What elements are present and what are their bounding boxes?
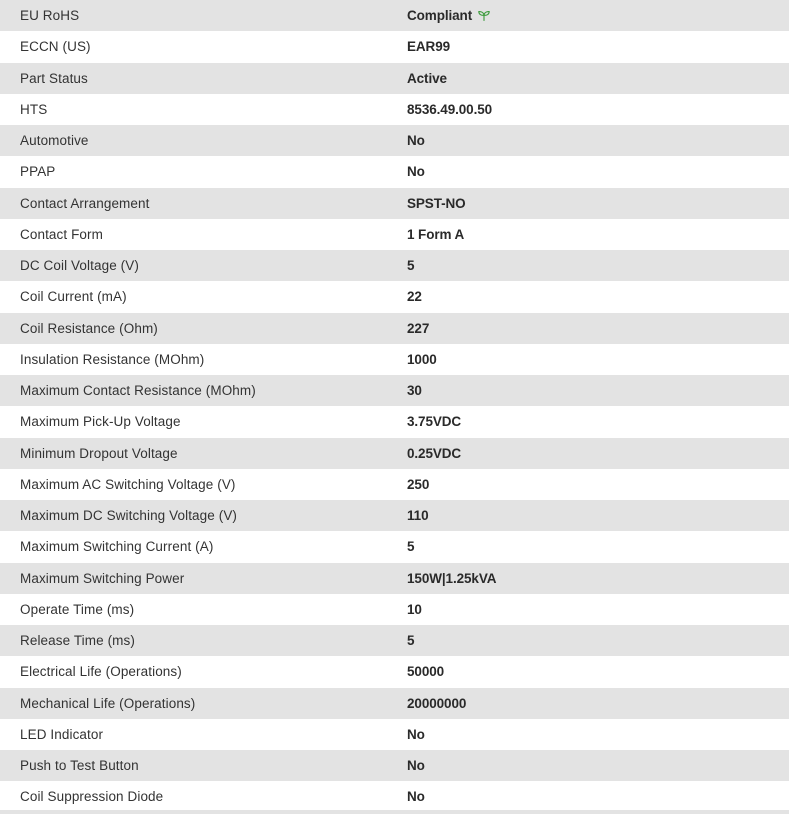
spec-label: Electrical Life (Operations) [20,664,182,680]
spec-value: 1000 [407,351,437,367]
spec-row-dc-coil-voltage [0,250,789,281]
spec-row-coil-current [0,281,789,312]
spec-label: Maximum AC Switching Voltage (V) [20,476,236,492]
spec-value: No [407,726,425,742]
spec-label: LED Indicator [20,726,104,742]
spec-row-hts [0,94,789,125]
spec-label: Insulation Resistance (MOhm) [20,351,205,367]
spec-value: 5 [407,258,415,274]
spec-label: Maximum DC Switching Voltage (V) [20,508,238,524]
spec-label: HTS [20,101,48,117]
table-bottom-divider [0,810,789,814]
spec-row-max-contact-resistance [0,375,789,406]
spec-label: Maximum Switching Current (A) [20,539,214,555]
spec-label: Mechanical Life (Operations) [20,695,196,711]
spec-label: ECCN (US) [20,39,91,55]
spec-label: Part Status [20,70,88,86]
spec-label: Operate Time (ms) [20,601,135,617]
spec-value: 110 [407,508,429,524]
spec-label: Contact Form [20,226,103,242]
spec-value: 5 [407,633,415,649]
spec-value: 8536.49.00.50 [407,101,493,117]
spec-value: 227 [407,320,430,336]
spec-row-mechanical-life [0,688,789,719]
spec-value: No [407,133,425,149]
spec-value: 50000 [407,664,445,680]
spec-row-max-pick-up-voltage [0,406,789,437]
spec-row-max-dc-switching-voltage [0,500,789,531]
spec-label: Minimum Dropout Voltage [20,445,178,461]
spec-label: Coil Current (mA) [20,289,127,305]
spec-label: Maximum Contact Resistance (MOhm) [20,383,256,399]
spec-row-contact-form [0,219,789,250]
spec-value: 10 [407,601,422,617]
leaf-icon [477,8,491,22]
spec-value: 1 Form A [407,226,465,242]
spec-label: Release Time (ms) [20,633,135,649]
spec-label: DC Coil Voltage (V) [20,258,139,274]
spec-row-coil-resistance [0,313,789,344]
spec-row-part-status [0,63,789,94]
spec-value: SPST-NO [407,195,466,211]
spec-row-contact-arrangement [0,188,789,219]
spec-label: Maximum Pick-Up Voltage [20,414,181,430]
spec-row-eccn [0,31,789,62]
spec-value: Compliant [407,8,473,24]
spec-value: 20000000 [407,695,467,711]
spec-value: Active [407,70,447,86]
spec-value: 250 [407,476,430,492]
spec-value: 3.75VDC [407,414,462,430]
spec-label: Maximum Switching Power [20,570,185,586]
spec-row-operate-time [0,594,789,625]
spec-row-max-switching-current [0,531,789,562]
spec-value: 5 [407,539,415,555]
spec-value: 150W|1.25kVA [407,570,497,586]
spec-row-min-dropout-voltage [0,438,789,469]
spec-row-max-ac-switching-voltage [0,469,789,500]
spec-label: Push to Test Button [20,758,139,774]
spec-label: PPAP [20,164,56,180]
spec-value-cell [407,0,789,31]
spec-label: EU RoHS [20,8,80,24]
spec-row-eu-rohs [0,0,789,31]
spec-label: Contact Arrangement [20,195,150,211]
spec-label: Automotive [20,133,89,149]
spec-row-led-indicator [0,719,789,750]
spec-row-max-switching-power [0,563,789,594]
spec-row-automotive [0,125,789,156]
spec-value: No [407,164,425,180]
spec-value: 22 [407,289,422,305]
spec-value: No [407,758,425,774]
spec-row-ppap [0,156,789,187]
spec-value: 0.25VDC [407,445,462,461]
spec-row-coil-suppression-diode [0,781,789,812]
spec-row-push-to-test-button [0,750,789,781]
spec-row-release-time [0,625,789,656]
spec-row-insulation-resistance [0,344,789,375]
spec-label: Coil Resistance (Ohm) [20,320,158,336]
spec-value: EAR99 [407,39,451,55]
spec-value: No [407,789,425,805]
spec-label: Coil Suppression Diode [20,789,164,805]
spec-value: 30 [407,383,422,399]
spec-row-electrical-life [0,656,789,687]
